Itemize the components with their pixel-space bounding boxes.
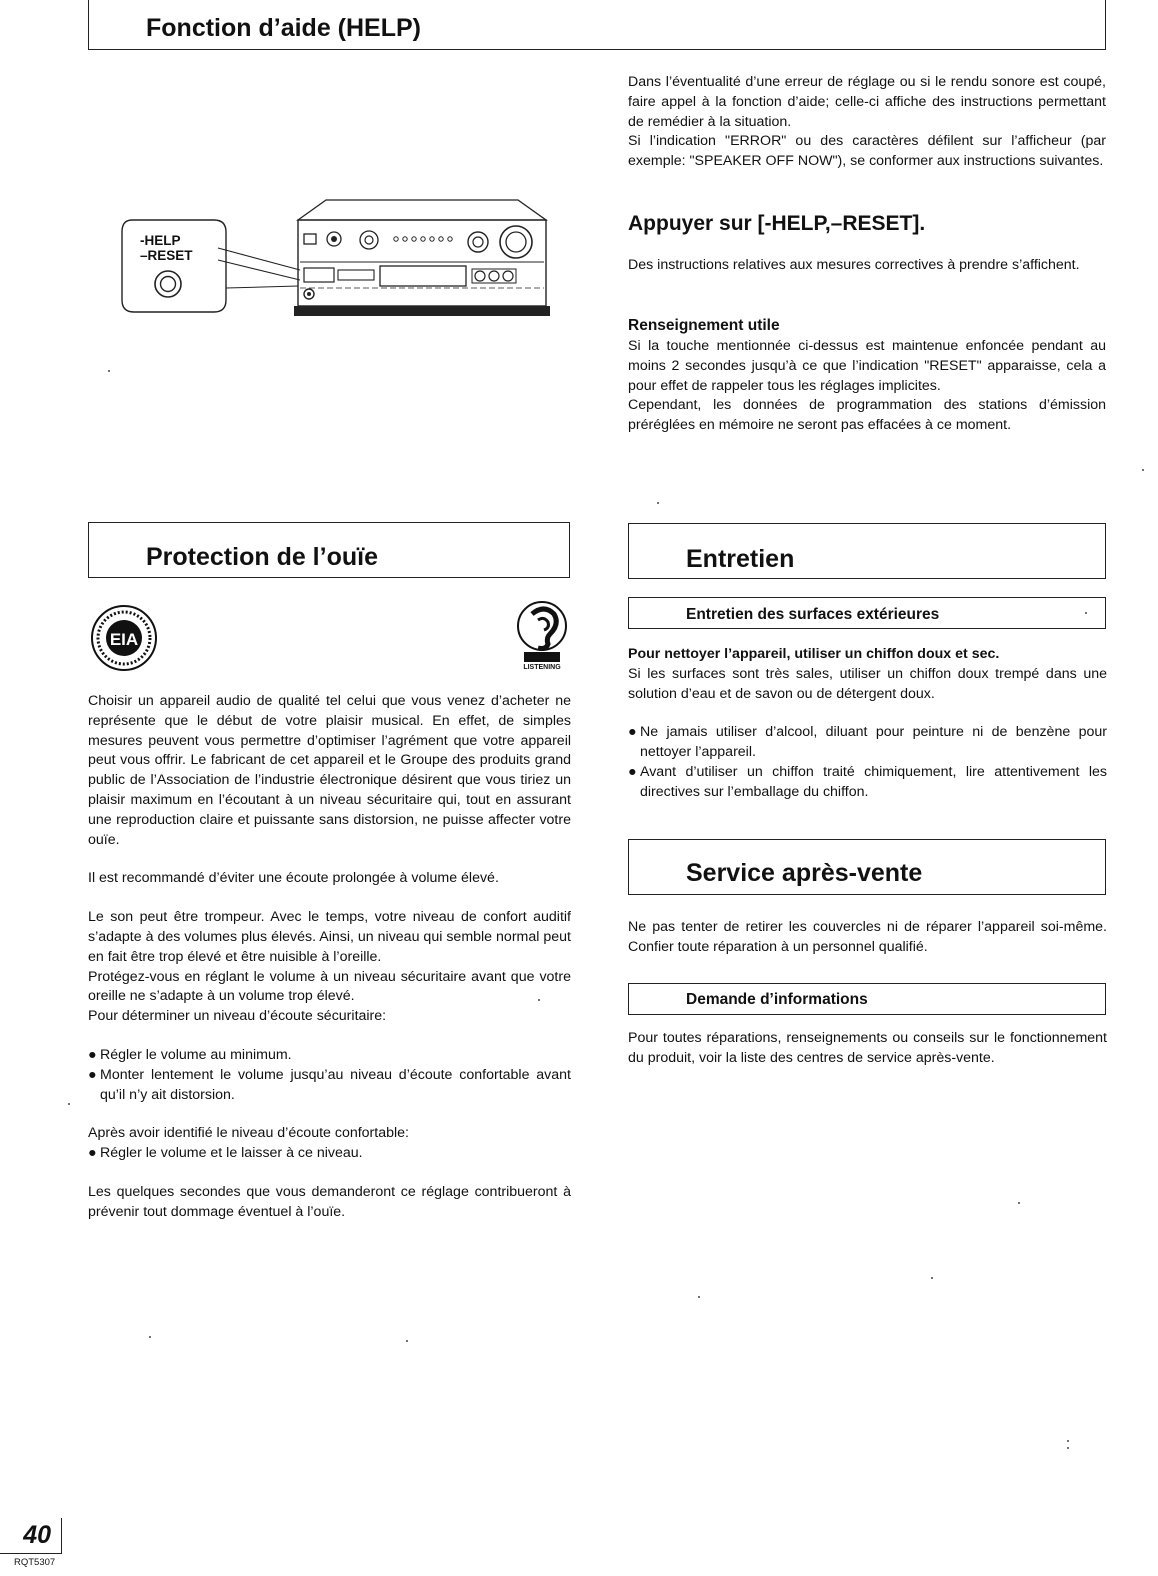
ear-listening-icon <box>510 598 570 672</box>
maintenance-body <box>628 645 1107 803</box>
service-subsection-title: Demande d’informations <box>686 991 868 1008</box>
scan-speck <box>931 1277 933 1279</box>
listening-logo <box>510 598 570 672</box>
eia-logo-text: EIA <box>109 630 139 649</box>
protection-paragraph-1: Choisir un appareil audio de qualité tel celui que vous venez d’acheter ne représente que le début de votre plaisir musical. En effet, de simples mesures peuvent vous permettre d’optimiser l’agrément que votre appareil peut vous offrir. Le fabricant de cet appareil et le Groupe des produits grand public de l’Association de l’industrie électronique désirent que vous tiriez un plaisir maximum en l’écoutant à un niveau sécuritaire qui, tout en assurant une reproduction claire et puissante sans distorsion, ne puisse affecter votre ouïe. <box>88 693 571 848</box>
list-item <box>628 763 1107 803</box>
help-tip-text <box>628 337 1106 436</box>
doc-code: RQT5307 <box>14 1557 56 1568</box>
bullet-text: Ne jamais utiliser d’alcool, diluant pour peinture ni de benzène pour nettoyer l’appareil. <box>640 724 1107 761</box>
service-text: Ne pas tenter de retirer les couvercles ni de réparer l’appareil soi-même. Confier toute réparation à un personnel qualifié. <box>628 919 1107 955</box>
protection-paragraph-2: Il est recommandé d’éviter une écoute prolongée à volume élevé. <box>88 870 499 887</box>
list-item <box>628 723 1107 763</box>
scan-speck <box>108 370 110 372</box>
bullet-dot: ● <box>628 763 637 780</box>
service-subsection-text: Pour toutes réparations, renseignements ou conseils sur le fonctionnement du produit, voir la liste des centres de service après-vente. <box>628 1030 1107 1066</box>
scan-speck <box>1067 1440 1069 1442</box>
list-item <box>88 1046 571 1066</box>
list-item <box>88 1066 571 1106</box>
help-step-text: Des instructions relatives aux mesures correctives à prendre s’affichent. <box>628 257 1080 273</box>
bullet-text: Monter lentement le volume jusqu’au niveau d’écoute confortable avant qu’il n’y ait distorsion. <box>100 1066 571 1103</box>
protection-closing: Les quelques secondes que vous demanderont ce réglage contribueront à prévenir tout dommage éventuel à l’ouïe. <box>88 1183 571 1220</box>
help-section-title: Fonction d’aide (HELP) <box>146 14 421 42</box>
page-number: 40 <box>23 1521 51 1549</box>
bullet-dot: ● <box>88 1066 97 1083</box>
scan-speck <box>1142 469 1144 471</box>
callout-line-help: -HELP <box>140 233 181 248</box>
maintenance-section-title: Entretien <box>686 545 795 573</box>
scan-speck <box>1067 1447 1069 1449</box>
bullet-dot: ● <box>88 1046 97 1063</box>
help-reset-callout-label <box>140 233 193 263</box>
help-tip-p1: Si la touche mentionnée ci-dessus est maintenue enfoncée pendant au moins 2 secondes jusqu’à ce que l’indication "RESET" apparaisse, cela a pour effet de rappeler tous les réglages implicites. <box>628 338 1106 394</box>
bullet-dot: ● <box>88 1145 97 1162</box>
scan-speck <box>657 502 659 504</box>
eia-logo <box>89 603 159 673</box>
bullet-text: Régler le volume et le laisser à ce niveau. <box>100 1145 363 1162</box>
eia-seal-icon <box>89 603 159 673</box>
maintenance-bullets <box>628 723 1107 802</box>
scan-speck <box>149 1336 151 1338</box>
help-intro-p1: Dans l’éventualité d’une erreur de réglage ou si le rendu sonore est coupé, faire appel à la fonction d’aide; celle-ci affiche des instructions permettant de remédier à la situation. <box>628 74 1106 130</box>
protection-after-text: Après avoir identifié le niveau d’écoute confortable: <box>88 1125 409 1142</box>
protection-body <box>88 692 571 1223</box>
help-intro-p2: Si l’indication "ERROR" ou des caractères défilent sur l’afficheur (par exemple: "SPEAKER OFF NOW"), se conformer aux instructions suivantes. <box>628 133 1106 170</box>
service-section-title: Service après-vente <box>686 859 923 887</box>
protection-section-title: Protection de l’ouïe <box>146 543 378 571</box>
scan-speck <box>1018 1202 1020 1204</box>
bullet-text: Avant d’utiliser un chiffon traité chimiquement, lire attentivement les directives sur l’emballage du chiffon. <box>640 763 1107 800</box>
protection-paragraph-4: Protégez-vous en réglant le volume à un niveau sécuritaire avant que votre oreille ne s’adapte à un volume trop élevé. <box>88 968 571 1005</box>
maintenance-subsection-title: Entretien des surfaces extérieures <box>686 606 940 623</box>
protection-paragraph-3: Le son peut être trompeur. Avec le temps, votre niveau de confort auditif s’adapte à des volumes plus élevés. Ainsi, un niveau qui semble normal peut en fait être trop élevé et être nuisible à l’oreille. <box>88 909 571 965</box>
help-tip-title: Renseignement utile <box>628 317 780 334</box>
protection-paragraph-5: Pour déterminer un niveau d’écoute sécuritaire: <box>88 1008 387 1025</box>
listening-logo-text: LISTENING <box>523 664 561 671</box>
page-number-box <box>0 1518 62 1554</box>
maintenance-lead-text: Si les surfaces sont très sales, utiliser un chiffon doux trempé dans une solution d’eau et de savon ou de détergent doux. <box>628 665 1107 702</box>
scan-speck <box>68 1103 70 1105</box>
scan-speck <box>406 1340 408 1342</box>
protection-bullets-1 <box>88 1046 571 1105</box>
bullet-dot: ● <box>628 724 637 741</box>
maintenance-lead-bold: Pour nettoyer l’appareil, utiliser un chiffon doux et sec. <box>628 646 1000 662</box>
scan-speck <box>538 999 540 1001</box>
callout-line-reset: –RESET <box>140 248 193 263</box>
help-intro <box>628 73 1106 172</box>
help-step-title: Appuyer sur [-HELP,–RESET]. <box>628 212 926 235</box>
scan-speck <box>698 1296 700 1298</box>
help-tip-p2: Cependant, les données de programmation des stations d’émission préréglées en mémoire ne seront pas effacées à ce moment. <box>628 397 1106 434</box>
scan-speck <box>1085 612 1087 614</box>
bullet-text: Régler le volume au minimum. <box>100 1046 292 1063</box>
list-item <box>88 1144 571 1164</box>
